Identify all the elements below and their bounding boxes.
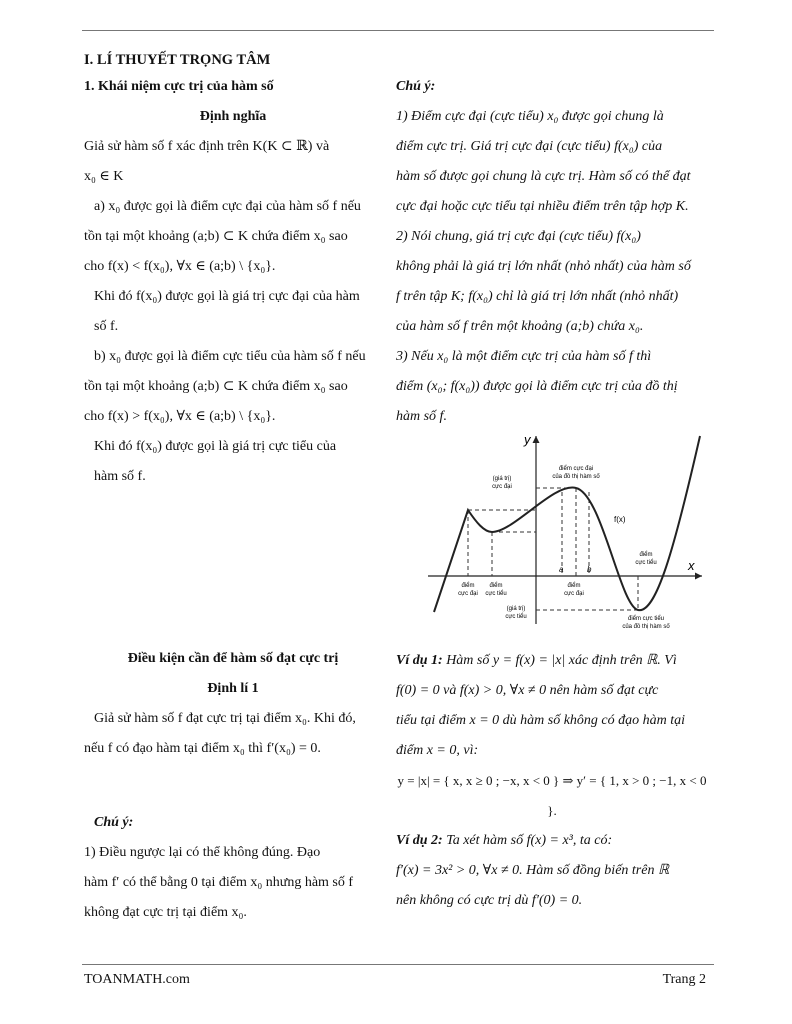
notes-block <box>396 72 708 432</box>
theorem-note-line: 1) Điều ngược lại có thể không đúng. Đạo <box>84 845 321 860</box>
y-axis-label: y <box>524 432 531 447</box>
theorem-note-block <box>84 808 382 928</box>
label-max-value: (giá trị) <box>492 476 512 482</box>
label-graph-max-point: điểm cực đại <box>558 466 594 472</box>
example2-line: nên không có cực trị dù f′(0) = 0. <box>396 893 583 908</box>
label-min-point-right: điểm <box>639 552 653 558</box>
theorem-line: nếu f có đạo hàm tại điểm x₀ thì f′(x₀) = 0. <box>84 741 321 756</box>
example1-text: Hàm số y = f(x) = |x| xác định trên ℝ. Vì <box>442 653 677 668</box>
note-line: không phải là giá trị lớn nhất (nhỏ nhất) của hàm số <box>396 259 691 274</box>
note-line: cực đại hoặc cực tiểu tại nhiều điểm trên tập hợp K. <box>396 199 689 214</box>
example1-line: tiểu tại điểm x = 0 dù hàm số không có đạo hàm tại <box>396 713 686 728</box>
label-graph-max-point: của đồ thị hàm số <box>552 474 600 480</box>
b-label: b <box>587 565 592 574</box>
theorem-subheading: Định lí 1 <box>207 681 259 696</box>
def-line: tồn tại một khoảng (a;b) ⊂ K chứa điểm x₀ sao <box>84 379 348 394</box>
label-min-point: điểm <box>489 583 503 589</box>
def-line: Khi đó f(x₀) được gọi là giá trị cực đại của hàm <box>94 289 360 304</box>
note-line: của hàm số f trên một khoảng (a;b) chứa x₀. <box>396 319 644 334</box>
example1-line: f(0) = 0 và f(x) > 0, ∀x ≠ 0 nên hàm số đạt cực <box>396 683 659 698</box>
example2-label: Ví dụ 2: <box>396 833 443 848</box>
theorem-note-line: hàm f′ có thể bằng 0 tại điểm x₀ nhưng hàm số f <box>84 875 354 890</box>
def-line: a) x₀ được gọi là điểm cực đại của hàm số f nếu <box>94 199 361 214</box>
label-min-value: (giá trị) <box>506 606 526 612</box>
label-max-point: cực đại <box>458 591 478 597</box>
footer-page-number: Trang 2 <box>662 972 706 987</box>
def-line: cho f(x) < f(x₀), ∀x ∈ (a;b) \ {x₀}. <box>84 259 276 274</box>
example2-line: f′(x) = 3x² > 0, ∀x ≠ 0. Hàm số đồng biến trên ℝ <box>396 863 670 878</box>
footer-site: TOANMATH.com <box>84 972 190 987</box>
a-label: a <box>559 565 564 574</box>
def-line: hàm số f. <box>94 469 146 484</box>
label-max-point-2: cực đại <box>564 591 584 597</box>
note-line: 3) Nếu x₀ là một điểm cực trị của hàm số f thì <box>396 349 652 364</box>
section-title: I. LÍ THUYẾT TRỌNG TÂM <box>84 52 271 68</box>
footer-rule <box>82 964 714 965</box>
note-line: điểm cực trị. Giá trị cực đại (cực tiểu) f(x₀) của <box>396 139 663 154</box>
def-line: Khi đó f(x₀) được gọi là giá trị cực tiểu của <box>94 439 337 454</box>
label-graph-min-point: của đồ thị hàm số <box>622 624 670 630</box>
label-max-value: cực đại <box>492 484 512 490</box>
def-line: x₀ ∈ K <box>84 169 124 184</box>
examples-block <box>396 646 708 916</box>
header-rule <box>82 30 714 31</box>
theorem-note-heading: Chú ý: <box>94 815 134 830</box>
fx-label: f(x) <box>614 515 626 524</box>
note-line: 1) Điểm cực đại (cực tiểu) x₀ được gọi chung là <box>396 109 664 124</box>
label-graph-min-point: điểm cực tiểu <box>627 616 665 622</box>
label-min-point: cực tiểu <box>485 591 507 597</box>
theorem-block <box>84 644 382 764</box>
note-line: điểm (x₀; f(x₀)) được gọi là điểm cực trị của đồ thị <box>396 379 678 394</box>
theorem-note-line: không đạt cực trị tại điểm x₀. <box>84 905 247 920</box>
definition-block <box>84 72 382 492</box>
theorem-heading: Điều kiện cần để hàm số đạt cực trị <box>127 651 339 666</box>
example1-line: điểm x = 0, vì: <box>396 743 479 758</box>
notes-heading: Chú ý: <box>396 79 436 94</box>
label-max-point-2: điểm <box>567 583 581 589</box>
def-line: b) x₀ được gọi là điểm cực tiểu của hàm số f nếu <box>94 349 366 364</box>
def-line: cho f(x) > f(x₀), ∀x ∈ (a;b) \ {x₀}. <box>84 409 276 424</box>
def-line: số f. <box>94 319 119 334</box>
def-line: tồn tại một khoảng (a;b) ⊂ K chứa điểm x₀ sao <box>84 229 348 244</box>
x-axis-label: x <box>688 558 695 573</box>
label-min-point-right: cực tiểu <box>635 560 657 566</box>
definition-subheading: Định nghĩa <box>199 109 267 124</box>
example1-formula: y = |x| = { x, x ≥ 0 ; −x, x < 0 } ⇒ y′ = { 1, x > 0 ; −1, x < 0 }. <box>397 773 707 818</box>
label-max-point: điểm <box>461 583 475 589</box>
theorem-line: Giả sử hàm số f đạt cực trị tại điểm x₀. Khi đó, <box>94 711 356 726</box>
label-min-value: cực tiểu <box>505 614 527 620</box>
example1-label: Ví dụ 1: <box>396 653 443 668</box>
note-line: 2) Nói chung, giá trị cực đại (cực tiểu) f(x₀) <box>396 229 641 244</box>
note-line: hàm số f. <box>396 409 447 424</box>
extremum-graph <box>424 430 708 630</box>
note-line: f trên tập K; f(x₀) chỉ là giá trị lớn nhất (nhỏ nhất) <box>396 289 679 304</box>
definition-heading: 1. Khái niệm cực trị của hàm số <box>84 79 274 94</box>
note-line: hàm số được gọi chung là cực trị. Hàm số có thể đạt <box>396 169 691 184</box>
def-line: Giả sử hàm số f xác định trên K(K ⊂ ℝ) và <box>84 139 330 154</box>
example2-text: Ta xét hàm số f(x) = x³, ta có: <box>442 833 613 848</box>
